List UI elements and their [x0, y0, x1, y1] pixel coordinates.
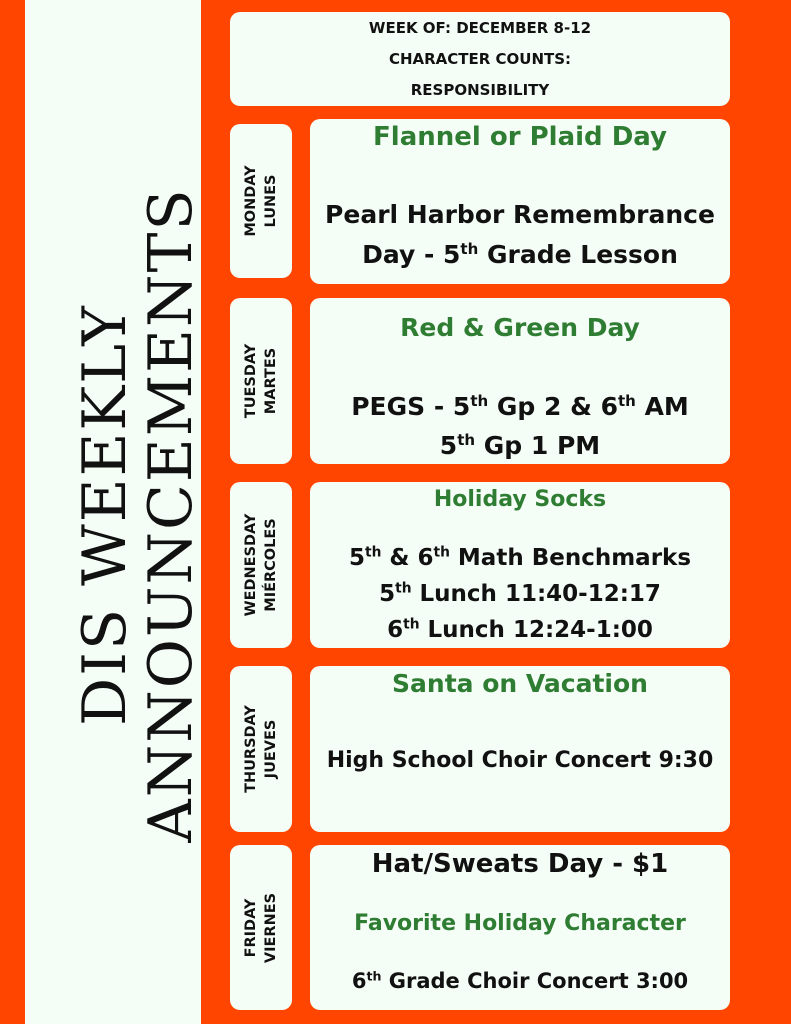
day-label-text — [241, 344, 281, 418]
week-of: WEEK OF: DECEMBER 8-12 — [368, 18, 592, 37]
event-text: Red & Green Day — [400, 313, 640, 342]
day-label-wednesday — [230, 482, 292, 648]
ordinal-suffix: th — [618, 392, 636, 410]
page-title — [72, 135, 204, 895]
theme-day — [310, 906, 730, 942]
event-text: Santa on Vacation — [392, 669, 648, 698]
day-name-spanish: LUNES — [263, 174, 279, 228]
event-text: Grade Choir Concert 3:00 — [381, 969, 689, 993]
event-text: Hat/Sweats Day - $1 — [371, 849, 669, 879]
character-trait: RESPONSIBILITY — [410, 80, 550, 99]
event-text: Day - 5 — [362, 240, 461, 269]
day-name-spanish: JUEVES — [263, 719, 279, 779]
ordinal-suffix: th — [364, 544, 382, 561]
event-line — [310, 743, 730, 779]
day-name-spanish: MIÉRCOLES — [263, 518, 279, 612]
day-name-spanish: MARTES — [263, 347, 279, 415]
day-label-text — [241, 514, 281, 617]
day-label-text — [241, 892, 281, 962]
event-text: 5 — [348, 545, 365, 571]
ordinal-suffix: th — [460, 240, 479, 258]
day-events-friday — [310, 845, 730, 1010]
theme-day — [310, 119, 730, 155]
ordinal-suffix: th — [457, 431, 476, 449]
event-text: AM — [635, 392, 689, 421]
day-events-thursday — [310, 666, 730, 832]
day-name-english: WEDNESDAY — [243, 513, 259, 617]
event-text: PEGS - 5 — [351, 392, 471, 421]
theme-day — [310, 310, 730, 346]
day-label-text — [241, 165, 281, 236]
event-line — [310, 197, 730, 233]
event-text: 5 — [439, 431, 458, 460]
event-line — [310, 576, 730, 612]
event-text: Favorite Holiday Character — [354, 911, 686, 936]
event-text: Pearl Harbor Remembrance — [325, 200, 715, 229]
event-text: High School Choir Concert 9:30 — [326, 748, 714, 773]
event-text: Gp 1 PM — [475, 431, 601, 460]
theme-day — [310, 666, 730, 702]
event-text: Lunch 11:40-12:17 — [411, 581, 661, 607]
ordinal-suffix: th — [470, 392, 489, 410]
event-line — [310, 540, 730, 576]
week-header — [230, 12, 730, 106]
event-line — [310, 237, 730, 273]
day-events-tuesday — [310, 298, 730, 464]
day-name-english: TUESDAY — [243, 343, 259, 419]
day-name-english: FRIDAY — [243, 898, 259, 957]
event-line — [310, 963, 730, 999]
day-label-monday — [230, 124, 292, 278]
day-label-friday — [230, 845, 292, 1010]
character-counts-label: CHARACTER COUNTS: — [388, 49, 572, 68]
day-name-spanish: VIERNES — [263, 892, 279, 963]
event-text: Math Benchmarks — [449, 545, 692, 571]
title-line-1: DIS WEEKLY — [70, 304, 140, 726]
event-text: Flannel or Plaid Day — [373, 122, 667, 152]
day-label-thursday — [230, 666, 292, 832]
day-label-tuesday — [230, 298, 292, 464]
event-line — [310, 428, 730, 464]
ordinal-suffix: th — [395, 580, 412, 597]
title-line-2: ANNOUNCEMENTS — [136, 187, 206, 843]
day-name-english: MONDAY — [243, 165, 259, 237]
ordinal-suffix: th — [403, 616, 420, 633]
title-strip — [25, 0, 206, 1024]
event-text: Gp 2 & 6 — [488, 392, 618, 421]
event-text: 5 — [379, 581, 396, 607]
event-text: 6 — [351, 969, 367, 993]
ordinal-suffix: th — [433, 544, 450, 561]
event-text: Holiday Socks — [433, 487, 607, 512]
day-events-monday — [310, 119, 730, 284]
event-text: 6 — [387, 617, 404, 643]
event-text: Lunch 12:24-1:00 — [419, 617, 653, 643]
event-line — [310, 846, 730, 882]
ordinal-suffix: th — [366, 968, 382, 984]
event-text: & 6 — [381, 545, 434, 571]
event-line — [310, 612, 730, 648]
day-events-wednesday — [310, 482, 730, 648]
event-text: Grade Lesson — [478, 240, 678, 269]
day-name-english: THURSDAY — [243, 705, 259, 793]
event-line — [310, 389, 730, 425]
day-label-text — [241, 705, 281, 793]
theme-day — [310, 482, 730, 518]
